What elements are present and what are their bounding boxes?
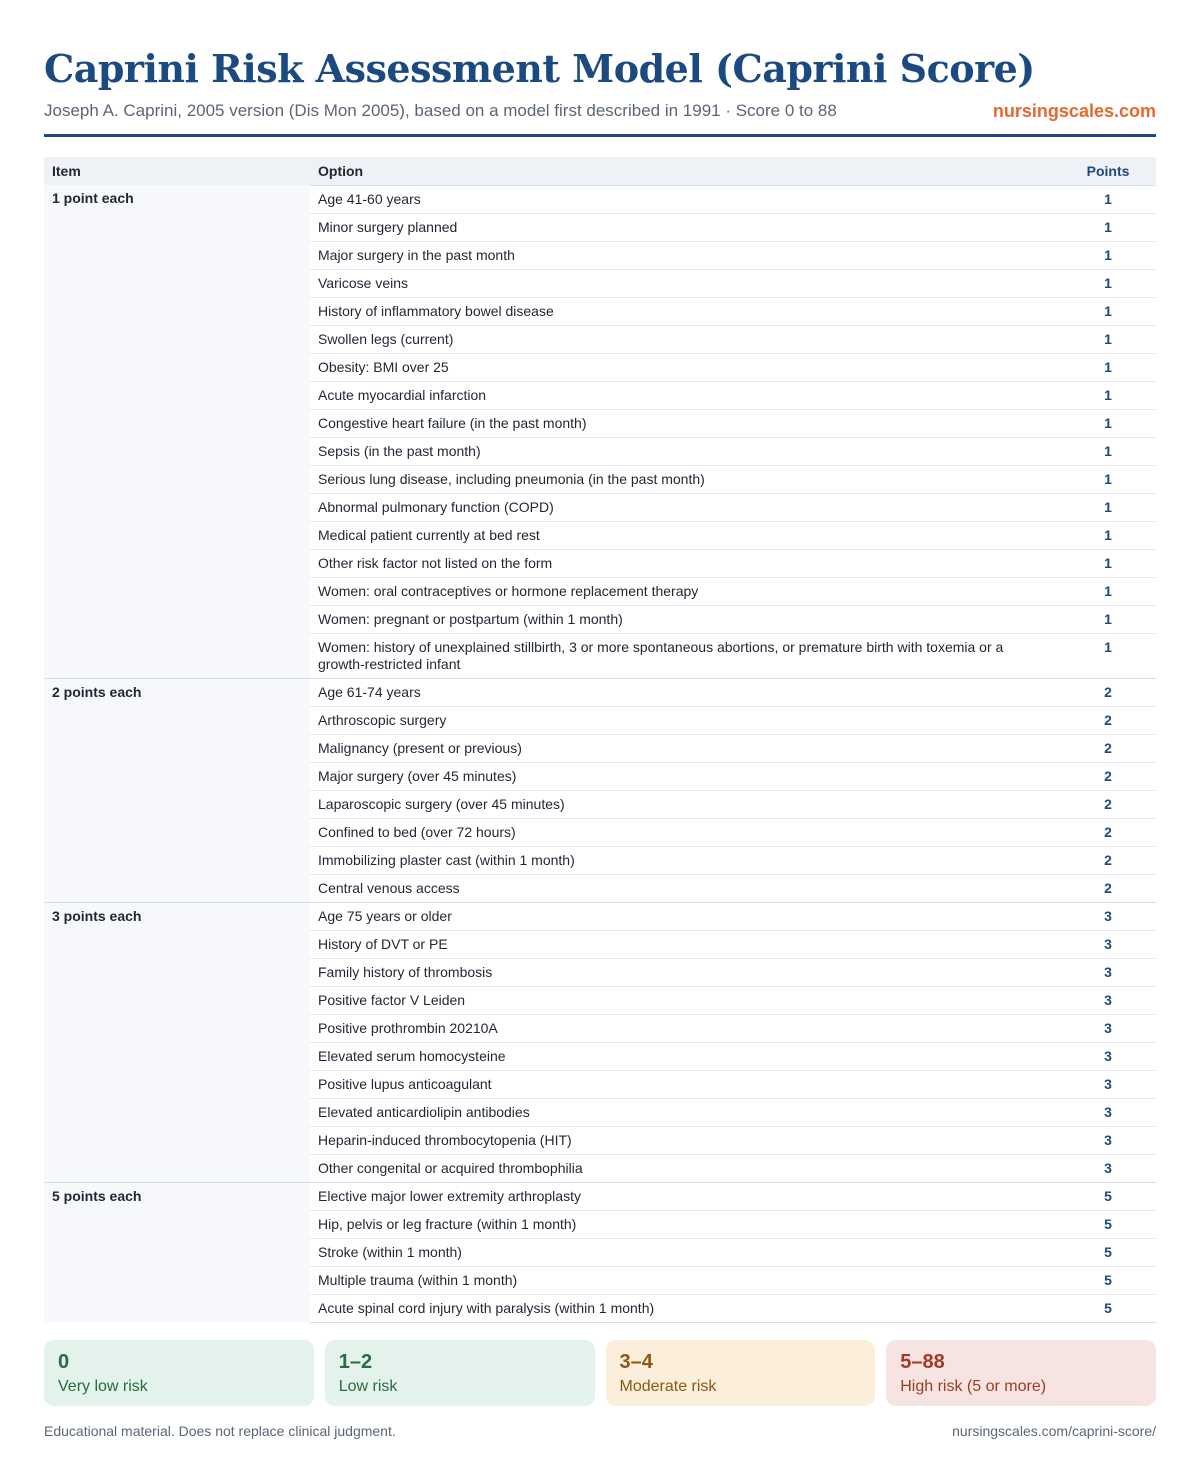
points-cell: 5 [1060,1266,1156,1294]
points-cell: 1 [1060,633,1156,678]
points-cell: 5 [1060,1182,1156,1210]
risk-band-range: 0 [58,1351,70,1373]
column-header-item: Item [44,157,310,185]
option-cell: Acute myocardial infarction [310,381,1060,409]
risk-band [886,1340,1156,1406]
table-row [44,678,1156,706]
group-label: 2 points each [44,678,310,902]
column-header-option: Option [310,157,1060,185]
option-cell: Heparin-induced thrombocytopenia (HIT) [310,1126,1060,1154]
table-row [44,902,1156,930]
page-title: Caprini Risk Assessment Model (Caprini Score) [44,46,1035,91]
option-cell: Varicose veins [310,269,1060,297]
footer-disclaimer: Educational material. Does not replace clinical judgment. [44,1423,396,1439]
option-cell: Sepsis (in the past month) [310,437,1060,465]
option-cell: Age 61-74 years [310,678,1060,706]
option-cell: Major surgery (over 45 minutes) [310,762,1060,790]
option-cell: Confined to bed (over 72 hours) [310,818,1060,846]
points-cell: 2 [1060,818,1156,846]
points-cell: 1 [1060,297,1156,325]
option-cell: Stroke (within 1 month) [310,1238,1060,1266]
points-cell: 1 [1060,465,1156,493]
table-row [44,1182,1156,1210]
risk-band [606,1340,876,1406]
header-divider [44,134,1156,137]
points-cell: 2 [1060,874,1156,902]
points-cell: 2 [1060,678,1156,706]
table-header [44,157,1156,185]
risk-band-label: Very low risk [58,1378,148,1395]
points-cell: 1 [1060,493,1156,521]
points-cell: 1 [1060,521,1156,549]
points-cell: 1 [1060,269,1156,297]
points-cell: 1 [1060,549,1156,577]
option-cell: History of inflammatory bowel disease [310,297,1060,325]
option-cell: Malignancy (present or previous) [310,734,1060,762]
option-cell: Arthroscopic surgery [310,706,1060,734]
points-cell: 3 [1060,1042,1156,1070]
points-cell: 2 [1060,790,1156,818]
group-label: 3 points each [44,902,310,1182]
points-cell: 1 [1060,213,1156,241]
points-cell: 2 [1060,762,1156,790]
points-cell: 1 [1060,577,1156,605]
points-cell: 2 [1060,734,1156,762]
points-cell: 1 [1060,325,1156,353]
option-cell: History of DVT or PE [310,930,1060,958]
option-cell: Medical patient currently at bed rest [310,521,1060,549]
points-cell: 3 [1060,902,1156,930]
points-cell: 1 [1060,605,1156,633]
footer-url[interactable]: nursingscales.com/caprini-score/ [952,1423,1156,1439]
option-cell: Other risk factor not listed on the form [310,549,1060,577]
option-cell: Age 75 years or older [310,902,1060,930]
option-cell: Hip, pelvis or leg fracture (within 1 month) [310,1210,1060,1238]
group-label: 1 point each [44,185,310,678]
points-cell: 3 [1060,1098,1156,1126]
risk-band [44,1340,314,1406]
points-cell: 5 [1060,1210,1156,1238]
option-cell: Family history of thrombosis [310,958,1060,986]
column-header-points: Points [1060,157,1156,185]
brand-link[interactable]: nursingscales.com [992,101,1156,121]
risk-band-range: 5–88 [900,1351,945,1373]
points-cell: 2 [1060,846,1156,874]
option-cell: Multiple trauma (within 1 month) [310,1266,1060,1294]
option-cell: Elective major lower extremity arthroplasty [310,1182,1060,1210]
points-cell: 2 [1060,706,1156,734]
group-label: 5 points each [44,1182,310,1322]
table-body [44,185,1156,1322]
option-cell: Obesity: BMI over 25 [310,353,1060,381]
option-cell: Age 41-60 years [310,185,1060,213]
option-cell: Swollen legs (current) [310,325,1060,353]
page-subtitle: Joseph A. Caprini, 2005 version (Dis Mon 2005), based on a model first described in 1991 · Score 0 to 88 [44,101,837,120]
points-cell: 3 [1060,1154,1156,1182]
risk-band-label: Low risk [338,1378,398,1395]
points-cell: 3 [1060,1070,1156,1098]
points-cell: 3 [1060,958,1156,986]
points-cell: 3 [1060,986,1156,1014]
risk-bands [44,1340,1156,1406]
points-cell: 5 [1060,1294,1156,1322]
score-table [44,157,1156,1323]
option-cell: Women: pregnant or postpartum (within 1 month) [310,605,1060,633]
option-cell: Positive lupus anticoagulant [310,1070,1060,1098]
option-cell: Laparoscopic surgery (over 45 minutes) [310,790,1060,818]
option-cell: Women: oral contraceptives or hormone replacement therapy [310,577,1060,605]
points-cell: 3 [1060,930,1156,958]
option-cell: Minor surgery planned [310,213,1060,241]
option-cell: Serious lung disease, including pneumonia (in the past month) [310,465,1060,493]
option-cell: Central venous access [310,874,1060,902]
option-cell: Elevated anticardiolipin antibodies [310,1098,1060,1126]
points-cell: 3 [1060,1014,1156,1042]
points-cell: 1 [1060,353,1156,381]
score-table-container [44,157,1156,1323]
option-cell: Positive prothrombin 20210A [310,1014,1060,1042]
points-cell: 1 [1060,381,1156,409]
points-cell: 1 [1060,185,1156,213]
option-cell: Immobilizing plaster cast (within 1 month) [310,846,1060,874]
option-cell: Acute spinal cord injury with paralysis (within 1 month) [310,1294,1060,1322]
risk-band-range: 3–4 [619,1351,653,1373]
option-cell: Major surgery in the past month [310,241,1060,269]
option-cell: Elevated serum homocysteine [310,1042,1060,1070]
table-row [44,185,1156,213]
risk-band-range: 1–2 [338,1351,373,1373]
points-cell: 3 [1060,1126,1156,1154]
option-cell: Positive factor V Leiden [310,986,1060,1014]
points-cell: 1 [1060,241,1156,269]
points-cell: 5 [1060,1238,1156,1266]
risk-band-label: High risk (5 or more) [900,1378,1047,1395]
option-cell: Abnormal pulmonary function (COPD) [310,493,1060,521]
option-cell: Women: history of unexplained stillbirth, 3 or more spontaneous abortions, or premature birth with toxemia or a growth-restricted infant [310,633,1060,678]
option-cell: Congestive heart failure (in the past month) [310,409,1060,437]
risk-band-label: Moderate risk [619,1378,717,1395]
option-cell: Other congenital or acquired thrombophilia [310,1154,1060,1182]
points-cell: 1 [1060,437,1156,465]
risk-band [325,1340,595,1406]
points-cell: 1 [1060,409,1156,437]
